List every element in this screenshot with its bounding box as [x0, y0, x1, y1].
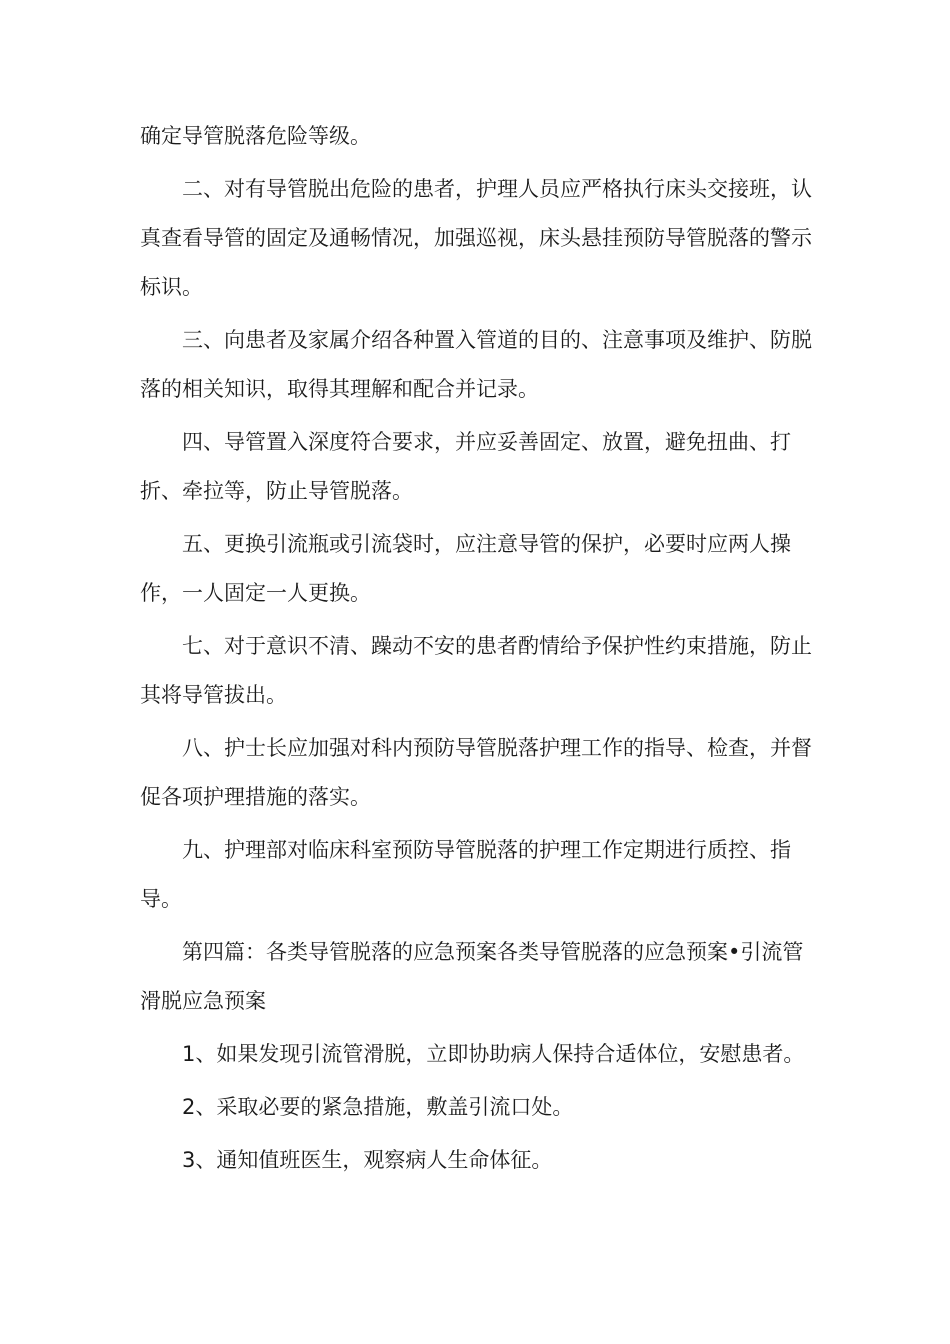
- section-heading: 第四篇：各类导管脱落的应急预案各类导管脱落的应急预案•引流管滑脱应急预案: [140, 940, 804, 1013]
- paragraph-5: 五、更换引流瓶或引流袋时，应注意导管的保护，必要时应两人操作，一人固定一人更换。: [140, 532, 791, 605]
- document-body: [140, 112, 812, 1189]
- paragraph-2: 二、对有导管脱出危险的患者，护理人员应严格执行床头交接班，认真查看导管的固定及通畅情况，加强巡视，床头悬挂预防导管脱落的警示标识。: [140, 177, 812, 299]
- paragraph-10: 2、采取必要的紧急措施，敷盖引流口处。: [182, 1095, 574, 1119]
- paragraph-1: 确定导管脱落危险等级。: [140, 124, 371, 148]
- paragraph-4: 四、导管置入深度符合要求，并应妥善固定、放置，避免扭曲、打折、牵拉等，防止导管脱落。: [140, 430, 791, 503]
- paragraph-8: 九、护理部对临床科室预防导管脱落的护理工作定期进行质控、指导。: [140, 838, 791, 911]
- paragraph-7: 八、护士长应加强对科内预防导管脱落护理工作的指导、检查，并督促各项护理措施的落实。: [140, 736, 812, 809]
- paragraph-9: 1、如果发现引流管滑脱，立即协助病人保持合适体位，安慰患者。: [182, 1042, 805, 1066]
- paragraph-11: 3、通知值班医生，观察病人生命体征。: [182, 1148, 553, 1172]
- paragraph-6: 七、对于意识不清、躁动不安的患者酌情给予保护性约束措施，防止其将导管拔出。: [140, 634, 812, 707]
- paragraph-3: 三、向患者及家属介绍各种置入管道的目的、注意事项及维护、防脱落的相关知识，取得其理解和配合并记录。: [140, 328, 812, 401]
